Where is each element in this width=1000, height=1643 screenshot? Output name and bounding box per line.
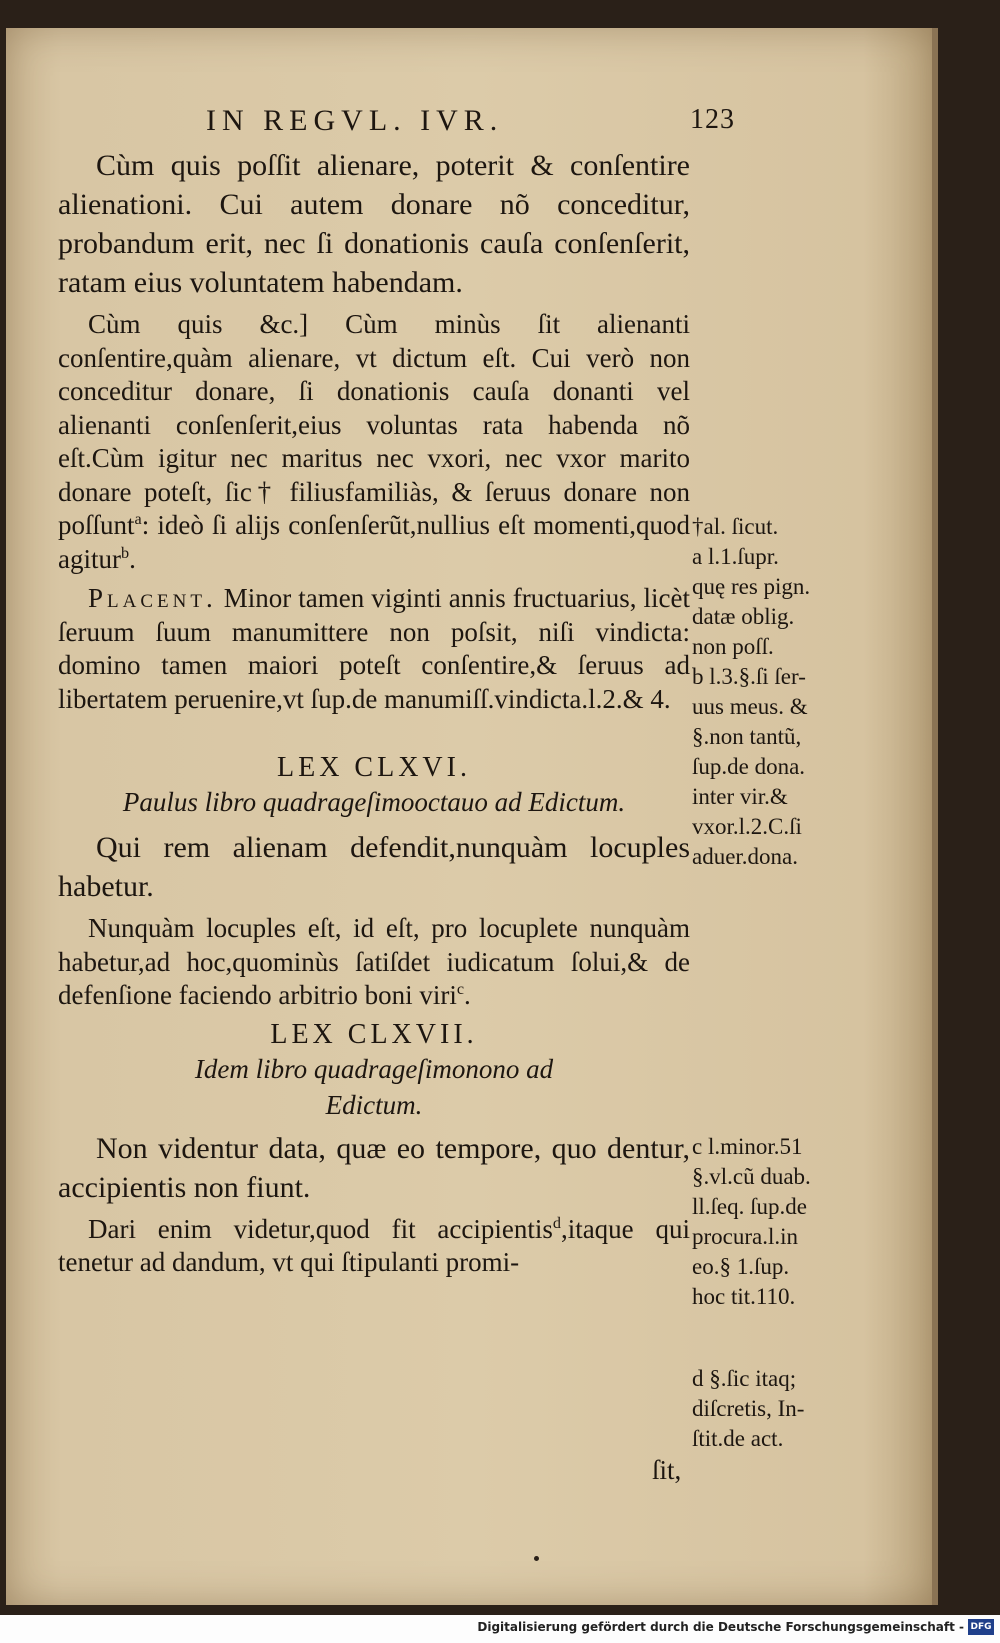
commentary-text: Cùm quis &c.] Cùm minùs ſit alienanti conſentire,quàm alienare, vt dictum eſt. Cui verò non conceditur donare, ſi donationis cauſa donanti vel alienanti conſenſerit,eius voluntas rata habenda nõ eſt.Cùm igitur nec maritus nec vxori, nec vxor marito donare poteſt, ſic† filiusfamiliàs, & ſeruus donare non poſſunt	[58, 309, 690, 540]
main-text-column	[58, 146, 690, 1280]
margin-note-line: b l.3.§.ſi ſer-	[692, 664, 806, 689]
margin-note-line: §.vl.cũ duab.	[692, 1164, 811, 1189]
margin-note-line: c l.minor.51	[692, 1134, 803, 1159]
margin-note-group	[692, 512, 862, 872]
lex-heading: LEX CLXVII.	[270, 1018, 478, 1050]
margin-note-line: §.non tantũ,	[692, 724, 802, 749]
margin-note-line: aduer.dona.	[692, 844, 799, 869]
margin-note-line: datæ oblig.	[692, 604, 795, 629]
margin-note-group	[692, 1132, 862, 1312]
commentary-text: Dari enim videtur,quod fit accipientis	[88, 1213, 553, 1244]
dfg-logo: DFG	[968, 1619, 994, 1635]
note-ref-d: d	[552, 1213, 561, 1232]
margin-note-line: procura.l.in	[692, 1224, 799, 1249]
margin-note-line: inter vir.&	[692, 784, 788, 809]
margin-note-line: a l.1.ſupr.	[692, 544, 779, 569]
commentary-text: Minor tamen viginti annis fructuarius, licèt ſeruum ſuum manumittere non poſsit, niſi vindicta: domino tamen maiori poteſt conſentire,& ſeruus ad libertatem peruenire,vt ſup.de manumiſſ.vindicta.l.2.& 4.	[58, 583, 690, 714]
running-head: IN REGVL. IVR.	[206, 104, 504, 137]
margin-note-line: ſtit.de act.	[692, 1426, 784, 1451]
margin-note-line: uus meus. &	[692, 694, 808, 719]
lex-heading: LEX CLXVI.	[277, 752, 471, 783]
rule-text: Non videntur data, quæ eo tempore, quo dentur, accipientis non fiunt.	[58, 1131, 690, 1204]
note-ref-a: a	[134, 510, 142, 528]
commentary-paragraph	[58, 1213, 690, 1280]
placent-word: Placent.	[88, 583, 217, 613]
rule-text: Cùm quis poſſit alienare, poterit & conſentire alienationi. Cui autem donare nõ conceditur, probandum erit, nec ſi donationis cauſa conſenſerit, ratam eius voluntatem habendam.	[58, 149, 690, 299]
funding-notice: Digitalisierung gefördert durch die Deutsche Forschungsgemeinschaft -	[477, 1620, 964, 1634]
note-ref-b: b	[120, 543, 130, 562]
page-edge	[932, 28, 938, 1605]
margin-note-line: ſup.de dona.	[692, 754, 806, 779]
lex-source: Idem libro quadrageſimonono ad Edictum.	[194, 1053, 554, 1120]
rule-text: Qui rem alienam defendit,nunquàm locuples habetur.	[58, 831, 690, 903]
commentary-paragraph	[58, 582, 690, 716]
lex-source: Paulus libro quadrageſimooctauo ad Edictum.	[122, 787, 626, 817]
margin-note-line: non poſſ.	[692, 634, 774, 659]
book-page	[6, 28, 938, 1605]
commentary-paragraph	[58, 912, 690, 1013]
page-number: 123	[690, 104, 735, 135]
margin-note-line: vxor.l.2.C.ſi	[692, 814, 802, 839]
catchword: ſit,	[652, 1455, 682, 1485]
commentary-text: .	[464, 980, 471, 1010]
margin-note-line: eo.§ 1.ſup.	[692, 1254, 790, 1279]
ink-dot	[534, 1556, 539, 1561]
footer-banner	[0, 1615, 1000, 1643]
margin-note-line: quę res pign.	[692, 574, 811, 599]
commentary-text: Nunquàm locuples eſt, id eſt, pro locuplete nunquàm habetur,ad hoc,quominùs ſatiſdet iudicatum ſolui,& de defenſione faciendo arbitrio boni viri	[58, 913, 690, 1010]
margin-note-line: ll.ſeq. ſup.de	[692, 1194, 807, 1219]
commentary-text: ,itaque qui tenetur ad dandum, vt qui ſtipulanti promi-	[58, 1213, 690, 1277]
commentary-paragraph	[58, 308, 690, 576]
margin-note-line: diſcretis, In-	[692, 1396, 805, 1421]
margin-note-group	[692, 1364, 862, 1454]
margin-note-line: hoc tit.110.	[692, 1284, 796, 1309]
margin-note-line: †al. ſicut.	[692, 514, 779, 539]
commentary-text: .	[129, 543, 136, 574]
note-ref-c: c	[456, 980, 465, 998]
margin-note-line: d §.ſic itaq;	[692, 1366, 797, 1391]
commentary-text: : ideò ſi alijs conſenſerũt,nullius eſt momenti,quod agitur	[58, 510, 690, 574]
